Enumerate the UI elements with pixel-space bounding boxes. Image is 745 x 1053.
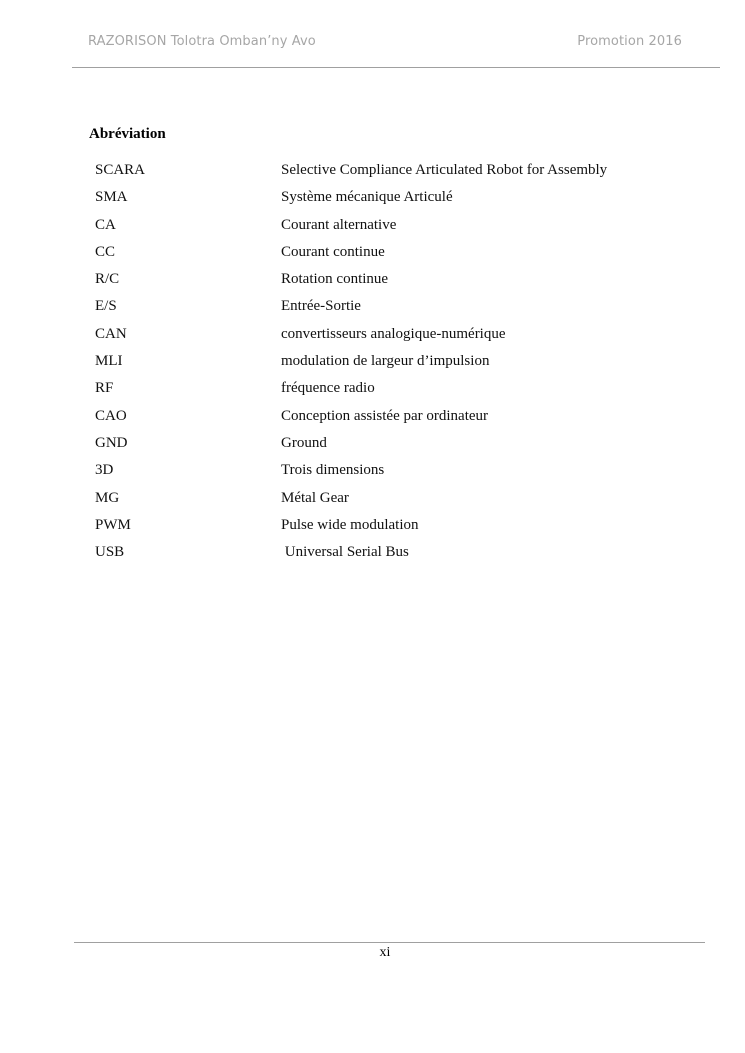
abbreviation-row: [95, 514, 655, 541]
abbreviation-definition: Entrée-Sortie: [281, 298, 361, 315]
abbreviation-definition: convertisseurs analogique-numérique: [281, 325, 506, 342]
abbreviation-code: PWM: [95, 516, 131, 533]
abbreviation-row: [95, 268, 655, 295]
abbreviation-definition: Système mécanique Articulé: [281, 189, 453, 206]
abbreviation-definition: Rotation continue: [281, 271, 389, 288]
abbreviation-definition: Métal Gear: [281, 489, 349, 506]
abbreviation-row: [95, 459, 655, 486]
abbreviation-definition: Conception assistée par ordinateur: [281, 407, 489, 424]
abbreviation-code: RF: [95, 380, 114, 397]
abbreviation-definition: Universal Serial Bus: [281, 544, 409, 561]
abbreviation-definition: Courant continue: [281, 243, 385, 260]
abbreviation-definition: fréquence radio: [281, 380, 375, 397]
abbreviation-code: USB: [95, 544, 125, 561]
abbreviation-row: [95, 405, 655, 432]
abbreviation-code: CC: [95, 243, 116, 260]
header-divider: [72, 67, 720, 68]
abbreviation-row: [95, 186, 655, 213]
abbreviation-code: 3D: [95, 462, 114, 479]
abbreviation-code: SMA: [95, 189, 128, 206]
abbreviation-row: [95, 487, 655, 514]
abbreviation-code: R/C: [95, 271, 120, 288]
page-header: [88, 34, 682, 54]
abbreviation-row: [95, 295, 655, 322]
abbreviation-row: [95, 541, 655, 568]
abbreviation-definition: Courant alternative: [281, 216, 397, 233]
abbreviation-row: [95, 159, 655, 186]
abbreviation-row: [95, 432, 655, 459]
abbreviation-row: [95, 241, 655, 268]
abbreviation-definition: Pulse wide modulation: [281, 516, 419, 533]
abbreviation-code: CAN: [95, 325, 127, 342]
abbreviation-code: MG: [95, 489, 120, 506]
header-promotion: Promotion 2016: [577, 34, 682, 49]
abbreviation-table: [95, 159, 655, 568]
abbreviation-code: GND: [95, 434, 128, 451]
footer-divider: [74, 942, 705, 943]
section-title: Abréviation: [89, 126, 166, 142]
abbreviation-code: E/S: [95, 298, 117, 315]
abbreviation-code: MLI: [95, 353, 123, 370]
abbreviation-definition: Trois dimensions: [281, 462, 385, 479]
abbreviation-row: [95, 214, 655, 241]
abbreviation-code: SCARA: [95, 162, 146, 178]
abbreviation-row: [95, 323, 655, 350]
abbreviation-code: CAO: [95, 407, 127, 424]
abbreviation-row: [95, 377, 655, 404]
abbreviation-definition: Ground: [281, 434, 327, 451]
abbreviation-row: [95, 350, 655, 377]
abbreviation-code: CA: [95, 216, 116, 233]
page-number: xi: [379, 945, 391, 960]
abbreviation-definition: Selective Compliance Articulated Robot for Assembly: [281, 162, 608, 178]
header-author: RAZORISON Tolotra Omban’ny Avo: [88, 34, 316, 49]
abbreviation-definition: modulation de largeur d’impulsion: [281, 353, 490, 370]
